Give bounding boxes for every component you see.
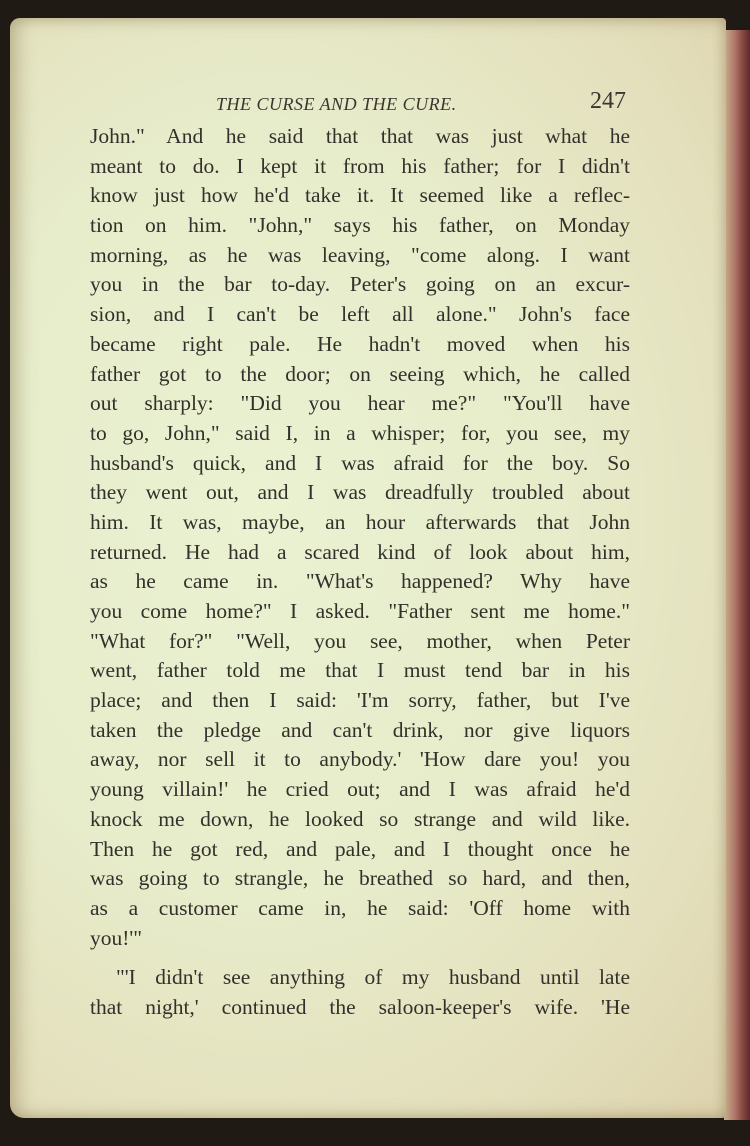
- page-header: [106, 88, 630, 124]
- text-line: "What for?" "Well, you see, mother, when Peter: [90, 628, 630, 653]
- text-line: became right pale. He hadn't moved when his: [90, 331, 630, 356]
- text-line: was going to strangle, he breathed so hard, and then,: [90, 866, 630, 891]
- book-page-edges: [724, 30, 750, 1120]
- text-line: taken the pledge and can't drink, nor give liquors: [90, 717, 630, 742]
- text-line: young villain!' he cried out; and I was afraid he'd: [90, 777, 630, 802]
- text-line: place; and then I said: 'I'm sorry, father, but I've: [90, 688, 630, 713]
- text-line: you in the bar to-day. Peter's going on an excur-: [90, 272, 630, 297]
- text-line: out sharply: "Did you hear me?" "You'll have: [90, 391, 630, 416]
- text-line: sion, and I can't be left all alone." John's face: [90, 302, 630, 327]
- paragraph-gap: [90, 953, 630, 963]
- text-line: knock me down, he looked so strange and wild like.: [90, 806, 630, 831]
- text-line: as a customer came in, he said: 'Off home with: [90, 895, 630, 920]
- text-line: tion on him. "John," says his father, on Monday: [90, 213, 630, 238]
- running-head: THE CURSE AND THE CURE.: [216, 94, 457, 114]
- text-line: husband's quick, and I was afraid for the boy. So: [90, 450, 630, 475]
- text-line: morning, as he was leaving, "come along. I want: [90, 242, 630, 267]
- text-line: Then he got red, and pale, and I thought once he: [90, 836, 630, 861]
- page-number: 247: [590, 88, 626, 114]
- text-line: know just how he'd take it. It seemed like a reflec-: [90, 183, 630, 208]
- text-line: they went out, and I was dreadfully troubled about: [90, 480, 630, 505]
- text-line: away, nor sell it to anybody.' 'How dare you! you: [90, 747, 630, 772]
- text-line: "'I didn't see anything of my husband until late: [116, 965, 630, 990]
- text-line: went, father told me that I must tend bar in his: [90, 658, 630, 683]
- text-line: that night,' continued the saloon-keeper's wife. 'He: [90, 994, 630, 1019]
- text-line: returned. He had a scared kind of look about him,: [90, 539, 630, 564]
- text-line: meant to do. I kept it from his father; for I didn't: [90, 153, 630, 178]
- text-line: as he came in. "What's happened? Why have: [90, 569, 630, 594]
- text-line: him. It was, maybe, an hour afterwards that John: [90, 509, 630, 534]
- text-line: you!'": [90, 925, 143, 950]
- text-line: John." And he said that that was just what he: [90, 124, 630, 148]
- text-line: you come home?" I asked. "Father sent me home.": [90, 599, 630, 623]
- page-body-text: [90, 122, 630, 1023]
- text-line: to go, John," said I, in a whisper; for, you see, my: [90, 420, 630, 445]
- text-line: father got to the door; on seeing which, he called: [90, 361, 630, 386]
